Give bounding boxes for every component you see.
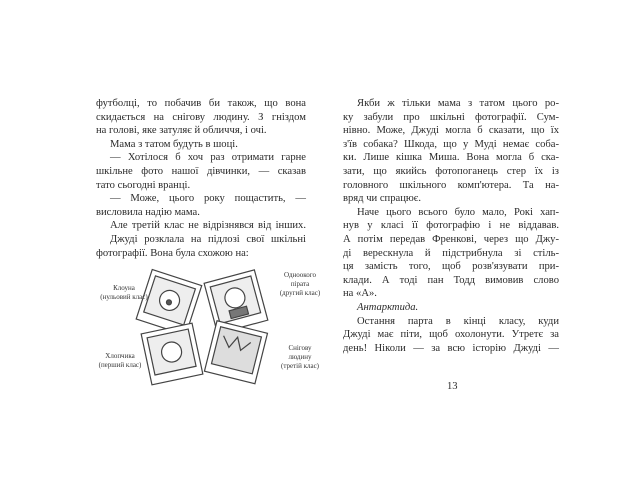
text-line: скидається на снігову людину. З гніздом bbox=[96, 111, 306, 123]
pirate-photo bbox=[204, 270, 268, 334]
text-line: Наче цього всього було мало, Рокі хап- bbox=[357, 206, 559, 218]
text-line: з'їв собака? Шкода, що у Муді немає соба- bbox=[343, 138, 559, 150]
caption-clown bbox=[94, 284, 154, 302]
text-line: клади. А тоді пан Тодд вимовив слово bbox=[343, 274, 559, 286]
text-line: фотографії. Вона була схожою на: bbox=[96, 247, 249, 259]
text-line: ця замість того, щоб розв'язувати при- bbox=[343, 261, 559, 273]
caption-pirate bbox=[270, 271, 330, 298]
text-line: футболці, то побачив би також, що вона bbox=[96, 98, 306, 109]
text-line: — Може, цього року пощастить, — bbox=[110, 193, 306, 205]
text-line: тато сьогодні вранці. bbox=[96, 179, 191, 191]
text-line: на «А». bbox=[343, 288, 377, 300]
snowman-photo bbox=[204, 321, 267, 384]
text-line: ку забули про шкільні фотографії. Сум- bbox=[343, 111, 559, 123]
left-page-text bbox=[96, 97, 306, 260]
text-line: зати, що якийсь фотопоганець стер їх із bbox=[343, 165, 559, 177]
text-line: головного шкільного комп'ютера. Та на- bbox=[343, 179, 559, 191]
text-line: Якби ж тільки мама з татом цього ро- bbox=[357, 98, 559, 109]
text-line: висловила надію мама. bbox=[96, 206, 200, 218]
page-number: 13 bbox=[447, 381, 458, 392]
text-line: Джуді має піти, щоб охолонути. Утретє за bbox=[343, 329, 559, 341]
text-line: Остання парта в кінці класу, куди bbox=[357, 315, 559, 327]
text-line: шкільне фото нашої дівчинки, — сказав bbox=[96, 165, 306, 177]
text-line: день! Ніколи — за всю історію Джуді — bbox=[343, 342, 559, 354]
text-line: на голові, яке затуляє й обличчя, і очі. bbox=[96, 125, 267, 137]
caption-line: Клоуна bbox=[113, 284, 135, 292]
boy-photo bbox=[141, 323, 203, 385]
caption-line: Одноокого bbox=[283, 271, 316, 279]
caption-line: людину bbox=[288, 353, 312, 361]
text-line-italic: Антарктида. bbox=[357, 301, 419, 313]
text-line: нівно. Може, Джуді могла б сказати, що їх bbox=[343, 125, 559, 137]
text-line: Але третій клас не відрізнявся від інших. bbox=[110, 220, 306, 232]
caption-line: Хлопчика bbox=[105, 352, 135, 360]
caption-snowman bbox=[270, 344, 330, 371]
text-line: нув у класі її фотографію і не віддавав. bbox=[343, 220, 559, 232]
caption-line: (другий клас) bbox=[279, 289, 321, 297]
school-photos-illustration bbox=[80, 264, 320, 394]
text-line: ки. Лише кішка Миша. Вона могла б ска- bbox=[343, 152, 559, 164]
caption-line: пірата bbox=[290, 280, 310, 288]
text-line: — Хотілося б хоч раз отримати гарне bbox=[110, 152, 306, 164]
text-line: Мама з татом будуть в шоці. bbox=[110, 138, 238, 150]
caption-line: Снігову bbox=[288, 344, 312, 352]
text-line: вряд чи спрацює. bbox=[343, 193, 422, 205]
caption-line: (перший клас) bbox=[98, 361, 142, 369]
text-line: ді верескнула й підстрибнула зі стіль- bbox=[343, 247, 559, 259]
text-line: А потім передав Френкові, через що Джу- bbox=[343, 233, 559, 245]
caption-boy bbox=[90, 352, 150, 370]
right-page-text bbox=[343, 97, 559, 355]
caption-line: (третій клас) bbox=[280, 362, 320, 370]
text-line: Джуді розклала на підлозі свої шкільні bbox=[110, 233, 306, 245]
caption-line: (нульовий клас) bbox=[100, 293, 148, 301]
